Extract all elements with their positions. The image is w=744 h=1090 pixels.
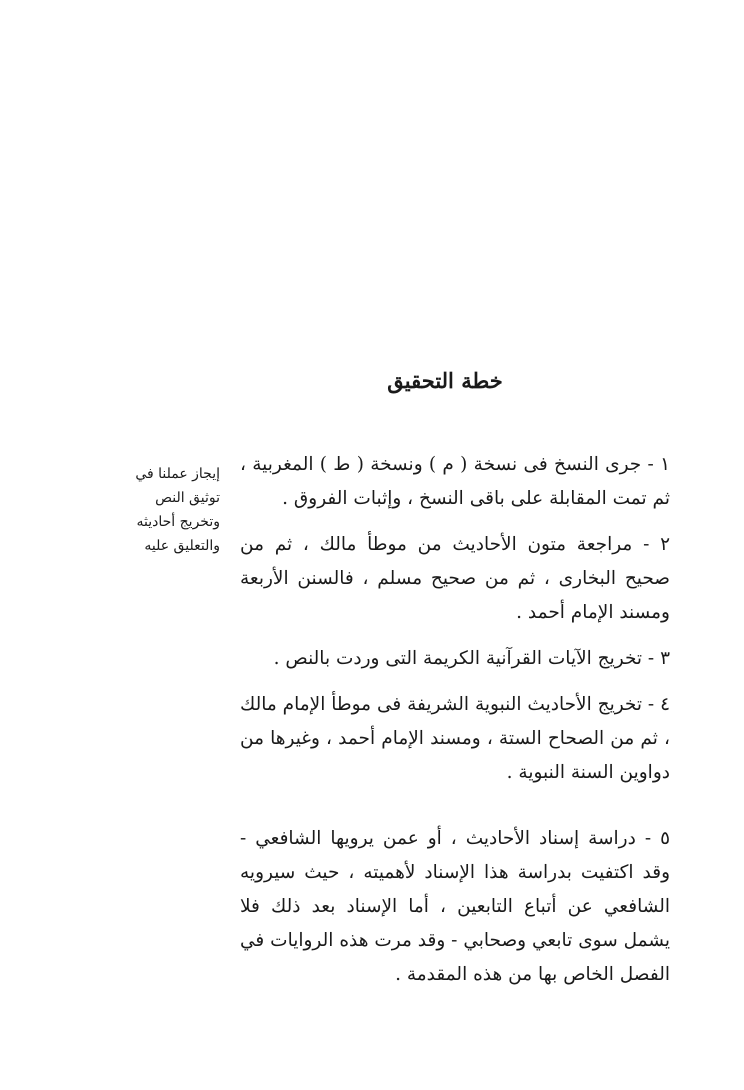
plan-item-5: ٥ - دراسة إسناد الأحاديث ، أو عمن يرويها الشافعي - وقد اكتفيت بدراسة هذا الإسناد لأهميته ، حيث سيرويه الشافعي عن أتباع التابعين ، أما الإسناد بعد ذلك فلا يشمل سوى تابعي وصحابي - وقد مرت هذه الروايات في الفصل الخاص بها من هذه المقدمة .	[240, 828, 670, 985]
margin-note-line: وتخريج أحاديثه	[136, 514, 220, 530]
page-title: خطة التحقيق	[387, 368, 503, 393]
margin-note	[104, 462, 220, 558]
plan-item-1: ١ - جرى النسخ فى نسخة ( م ) ونسخة ( ط ) المغربية ، ثم تمت المقابلة على باقى النسخ ، وإثبات الفروق .	[240, 454, 670, 509]
margin-note-line: توثيق النص	[155, 490, 220, 506]
plan-list	[240, 448, 670, 992]
plan-item-4: ٤ - تخريج الأحاديث النبوية الشريفة فى موطأ الإمام مالك ، ثم من الصحاح الستة ، ومسند الإمام أحمد ، وغيرها من دواوين السنة النبوية .	[240, 694, 670, 783]
margin-note-line: والتعليق عليه	[144, 538, 220, 554]
plan-item-3: ٣ - تخريج الآيات القرآنية الكريمة التى وردت بالنص .	[273, 648, 670, 669]
margin-note-line: إيجاز عملنا في	[135, 466, 220, 482]
plan-item-2: ٢ - مراجعة متون الأحاديث من موطأ مالك ، ثم من صحيح البخارى ، ثم من صحيح مسلم ، فالسنن الأربعة ومسند الإمام أحمد .	[240, 534, 670, 623]
